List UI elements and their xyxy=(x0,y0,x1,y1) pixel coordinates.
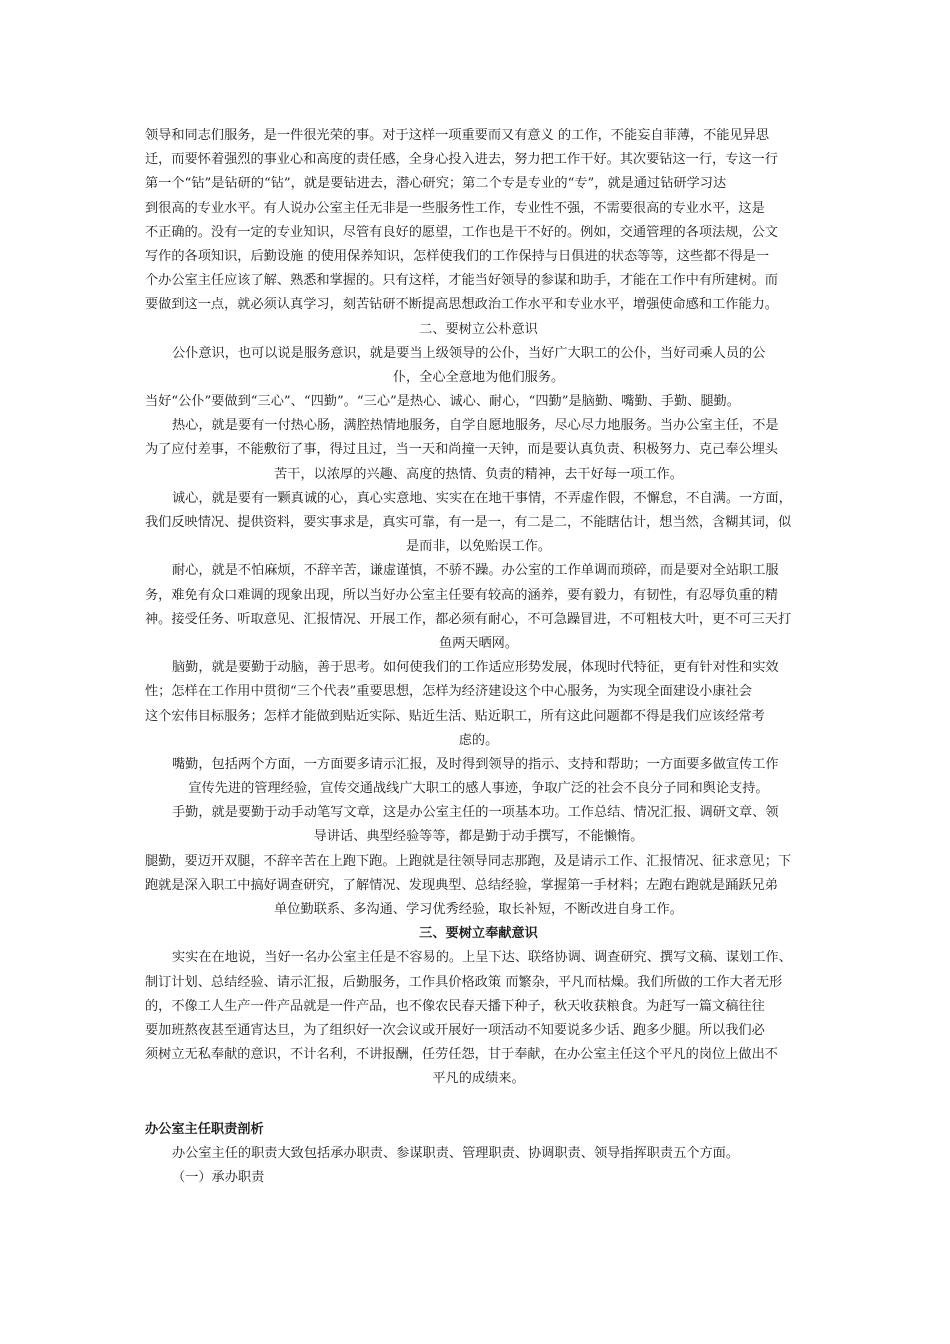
paragraph-line: 须树立无私奉献的意识，不计名利，不讲报酬，任劳任怨，甘于奉献，在办公室主任这个平凡的岗位上做出不 xyxy=(145,1047,778,1063)
section-heading: 二、要树立公朴意识 xyxy=(419,321,538,337)
paragraph-line: 个办公室主任应该了解、熟悉和掌握的。只有这样，才能当好领导的参谋和助手，才能在工作中有所建树。而 xyxy=(145,273,778,289)
paragraph-line: 跑就是深入职工中搞好调查研究，了解情况、发现典型、总结经验，掌握第一手材料；左跑右跑就是踊跃兄弟 xyxy=(145,877,778,893)
paragraph-line: 写作的各项知识，后勤设施 的使用保养知识，怎样使我们的工作保持与日俱进的状态等等，这些都不得是一 xyxy=(145,248,770,264)
paragraph-line: 耐心，就是不怕麻烦，不辞辛苦，谦虚谨慎，不骄不躁。办公室的工作单调而琐碎，而是要对全站职工服 xyxy=(172,563,779,579)
paragraph-line: 当好“公仆”要做到“三心”、“四勤”。“三心”是热心、诚心、耐心，“四勤”是脑勤、嘴勤、手勤、腿勤。 xyxy=(145,394,740,410)
paragraph-line: 是而非，以免贻误工作。 xyxy=(405,539,552,555)
subsection-heading: （一）承办职责 xyxy=(172,1169,265,1185)
paragraph-line: 公仆意识，也可以说是服务意识，就是要当上级领导的公仆，当好广大职工的公仆，当好司乘人员的公 xyxy=(172,345,766,361)
paragraph-line: 腿勤，要迈开双腿，不辞辛苦在上跑下跑。上跑就是往领导同志那跑，及是请示工作、汇报情况、征求意见；下 xyxy=(145,853,792,869)
paragraph-line: 虑的。 xyxy=(458,732,499,748)
paragraph-line: 的，不像工人生产一件产品就是一件产品，也不像农民春天播下种子，秋天收获粮食。为赶写一篇文稿往往 xyxy=(145,998,765,1014)
paragraph-line: 神。接受任务、听取意见、汇报情况、开展工作，都必须有耐心，不可急躁冒进，不可粗枝大叶，更不可三天打 xyxy=(145,611,792,627)
document-page xyxy=(145,124,812,1190)
paragraph-line: 嘴勤，包括两个方面，一方面要多请示汇报，及时得到领导的指示、支持和帮助；一方面要多做宣传工作 xyxy=(172,756,779,772)
paragraph-line: 领导和同志们服务，是一件很光荣的事。对于这样一项重要而又有意义 的工作，不能妄自菲薄，不能见异思 xyxy=(145,128,770,143)
paragraph-line: 单位勤联系、多沟通、学习优秀经验，取长补短，不断改进自身工作。 xyxy=(274,902,683,917)
paragraph-line: 鱼两天晒网。 xyxy=(438,635,519,651)
paragraph-line: 脑勤，就是要勤于动脑，善于思考。如何使我们的工作适应形势发展，体现时代特征，更有针对性和实效 xyxy=(172,660,779,676)
paragraph-line: 诚心，就是要有一颗真诚的心，真心实意地、实实在在地干事情，不弄虚作假，不懈怠，不自满。一方面， xyxy=(172,490,792,506)
paragraph-line: 热心，就是要有一付热心肠，满腔热情地服务，自学自愿地服务，尽心尽力地服务。当办公室主任，不是 xyxy=(172,418,779,434)
paragraph-line: 我们反映情况、提供资料，要实事求是，真实可靠，有一是一，有二是二，不能瞎估计，想当然，含糊其词，似 xyxy=(145,515,792,530)
section-title: 办公室主任职责剖析 xyxy=(145,1121,264,1137)
paragraph-line: 制订计划、总结经验、请示汇报，后勤服务，工作具价格政策 而繁杂，平凡而枯燥。我们所做的工作大者无形 xyxy=(145,974,783,990)
paragraph-line: 为了应付差事，不能敷衍了事，得过且过，当一天和尚撞一天钟，而是要认真负责、积极努力、克己奉公埋头 xyxy=(145,442,778,458)
spacer xyxy=(145,1092,812,1118)
paragraph-line: 导讲话、典型经验等等，都是勤于动手撰写，不能懒惰。 xyxy=(313,829,644,845)
paragraph-line: 办公室主任的职责大致包括承办职责、参谋职责、管理职责、协调职责、领导指挥职责五个方面。 xyxy=(172,1145,740,1161)
paragraph-line: 苦干，以浓厚的兴趣、高度的热情、负责的精神，去干好每一项工作。 xyxy=(274,466,683,482)
paragraph-line: 要做到这一点，就必须认真学习，刻苦钻研不断提高思想政治工作水平和专业水平，增强使命感和工作能力。 xyxy=(145,297,778,313)
paragraph-line: 平凡的成绩来。 xyxy=(432,1071,525,1087)
paragraph-line: 要加班熬夜甚至通宵达旦，为了组织好一次会议或开展好一项活动不知要说多少话、跑多少腿。所以我们必 xyxy=(145,1022,765,1038)
paragraph-line: 第一个“钻”是钻研的“钻”，就是要钻进去，潜心研究；第二个专是专业的“专”，就是通过钻研学习达 xyxy=(145,176,727,192)
paragraph-line: 手勤，就是要勤于动手动笔写文章，这是办公室主任的一项基本功。工作总结、情况汇报、调研文章、领 xyxy=(172,805,779,821)
paragraph-line: 务，难免有众口难调的现象出现，所以当好办公室主任要有较高的涵养，要有毅力，有韧性，有忍辱负重的精 xyxy=(145,587,778,603)
paragraph-line: 这个宏伟目标服务；怎样才能做到贴近实际、贴近生活、贴近职工，所有这此问题都不得是我们应该经常考 xyxy=(145,708,765,724)
paragraph-line: 宣传先进的管理经验，宣传交通战线广大职工的感人事迹，争取广泛的社会不良分子同和舆论支持。 xyxy=(188,781,769,797)
paragraph-line: 迁，而要怀着强烈的事业心和高度的责任感，全身心投入进去，努力把工作干好。其次要钻这一行，专这一行 xyxy=(145,152,778,168)
paragraph-line: 到很高的专业水平。有人说办公室主任无非是一些服务性工作，专业性不强，不需要很高的专业水平，这是 xyxy=(145,200,765,216)
paragraph-line: 不正确的。没有一定的专业知识，尽管有良好的愿望，工作也是干不好的。例如，交通管理的各项法规，公文 xyxy=(145,224,778,240)
paragraph-line: 性；怎样在工作用中贯彻“三个代表”重要思想，怎样为经济建设这个中心服务，为实现全面建设小康社会 xyxy=(145,684,752,700)
paragraph-line: 仆，全心全意地为他们服务。 xyxy=(392,369,565,385)
section-heading: 三、要树立奉献意识 xyxy=(419,926,538,942)
paragraph-line: 实实在在地说，当好一名办公室主任是不容易的。上呈下达、联络协调、调查研究、撰写文稿、谋划工作、 xyxy=(172,950,792,966)
